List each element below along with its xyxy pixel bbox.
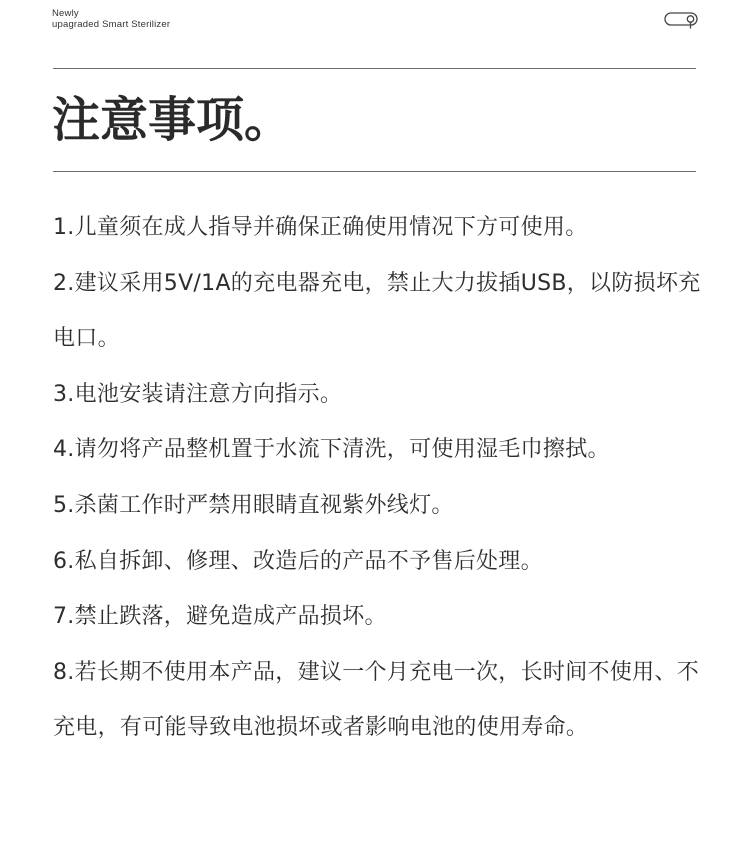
brand-tagline-line1: Newly bbox=[52, 8, 79, 19]
brand-tagline bbox=[52, 8, 170, 30]
note-item: 1.儿童须在成人指导并确保正确使用情况下方可使用。 bbox=[53, 215, 588, 240]
note-item: 3.电池安装请注意方向指示。 bbox=[53, 381, 343, 407]
note-item: 6.私自拆卸、修理、改造后的产品不予售后处理。 bbox=[53, 548, 543, 574]
note-item: 7.禁止跌落，避免造成产品损坏。 bbox=[53, 604, 387, 630]
brand-logo-icon bbox=[664, 11, 698, 29]
notes-list bbox=[53, 200, 703, 756]
top-divider bbox=[53, 68, 696, 69]
title-divider bbox=[53, 171, 696, 172]
note-item: 5.杀菌工作时严禁用眼睛直视紫外线灯。 bbox=[53, 492, 454, 518]
brand-tagline-line2: upagraded Smart Sterilizer bbox=[52, 19, 171, 30]
note-item: 4.请勿将产品整机置于水流下清洗，可使用湿毛巾擦拭。 bbox=[53, 437, 610, 463]
note-item: 2.建议采用5V/1A的充电器充电，禁止大力拔插USB，以防损坏充电口。 bbox=[53, 270, 701, 352]
page-title: 注意事项。 bbox=[52, 92, 293, 148]
note-item: 8.若长期不使用本产品，建议一个月充电一次，长时间不使用、不充电，有可能导致电池损坏或者影响电池的使用寿命。 bbox=[53, 659, 699, 741]
